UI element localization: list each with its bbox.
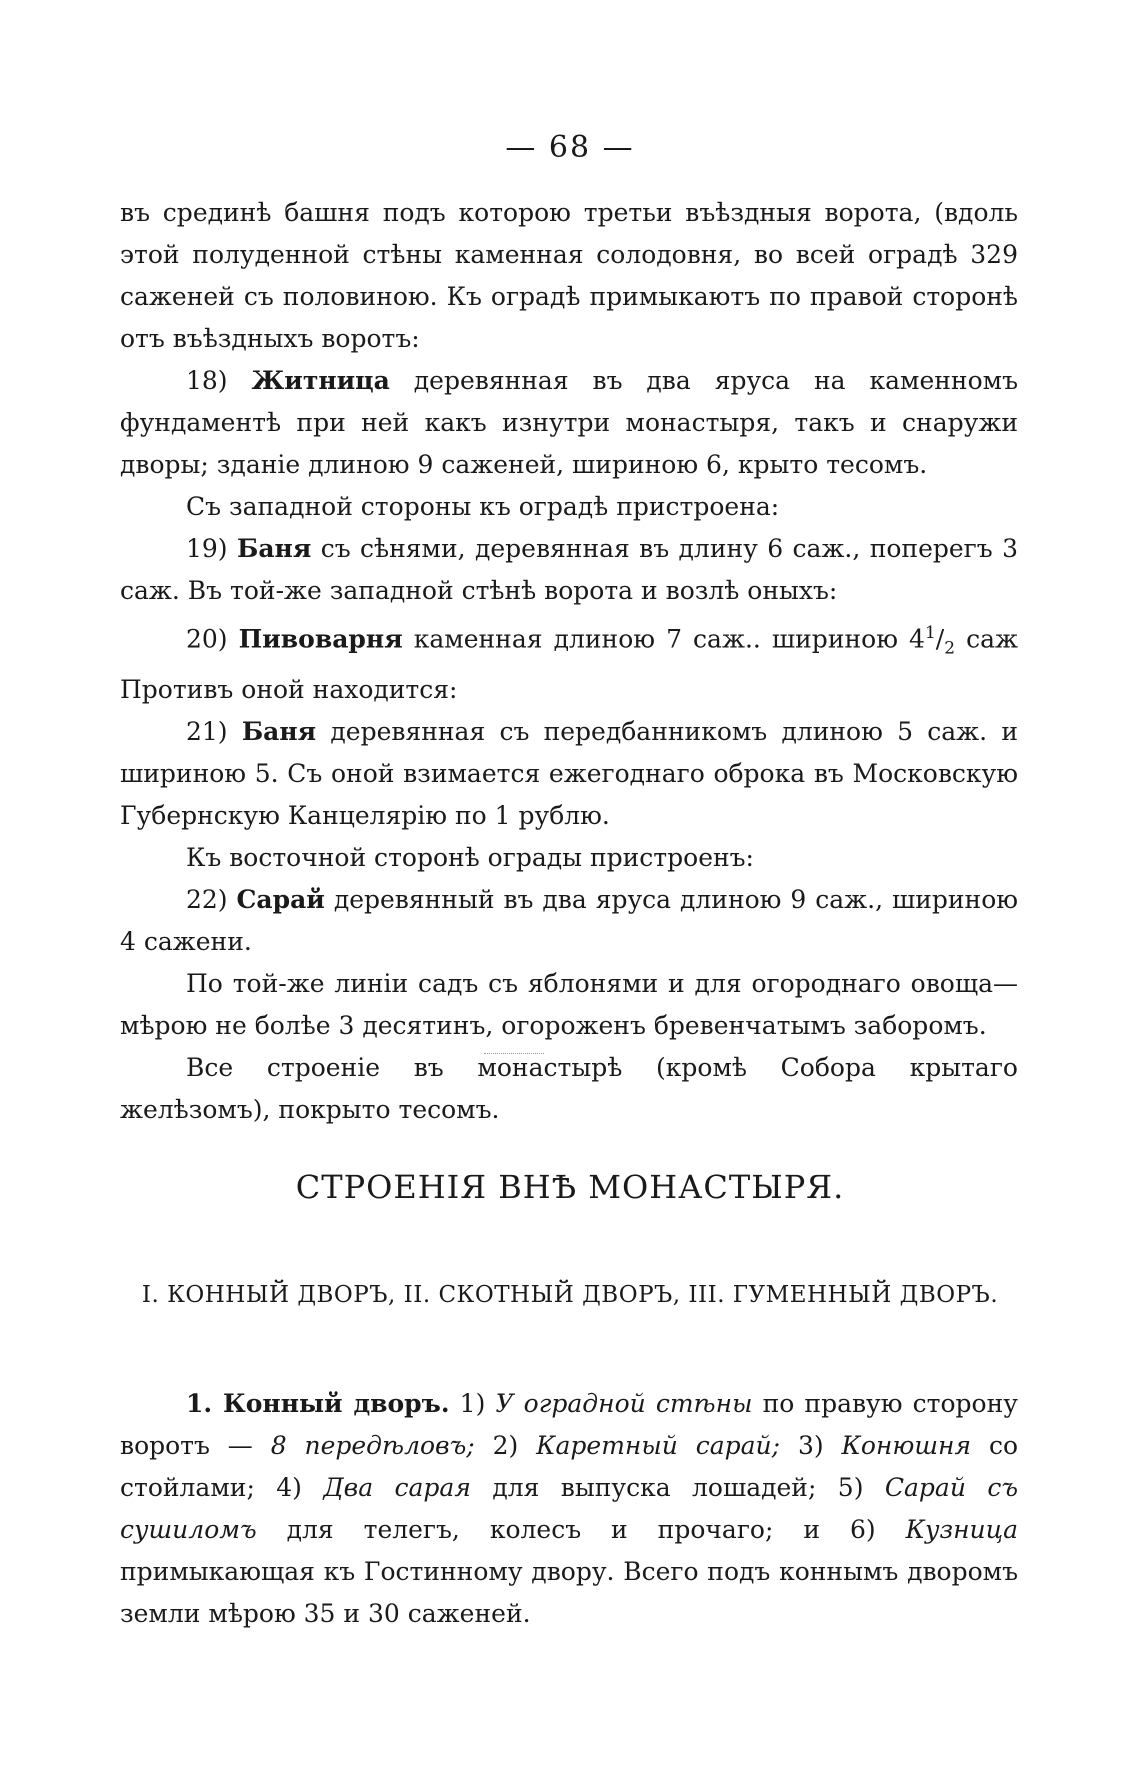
item-19-text: съ сѣнями, деревянная въ длину 6 саж., поперегъ 3 саж. Въ той-же западной стѣнѣ ворота и возлѣ оныхъ: <box>120 534 1018 605</box>
horse-yard-item-stable: Конюшня <box>841 1431 972 1460</box>
section-title: СТРОЕНІЯ ВНѢ МОНАСТЫРЯ. <box>295 1168 845 1206</box>
west-side-paragraph: Съ западной стороны къ оградѣ пристроена: <box>186 492 780 521</box>
item-20-name: Пивоварня <box>238 624 403 654</box>
east-side-paragraph: Къ восточной сторонѣ ограды пристроенъ: <box>186 843 754 873</box>
horse-yard-item-drying-shed: Сарай съ сушиломъ <box>120 1473 1018 1544</box>
horse-yard-text-2: со стойлами; 4) <box>120 1431 1019 1502</box>
horse-yard-title: 1. Конный дворъ. <box>186 1389 450 1418</box>
item-21-text: деревянная съ передбанникомъ длиною 5 саж. и шириною 5. Съ оной взимается ежегоднаго оброка въ Московскую Губернскую Канцелярію по 1 рублю. <box>120 717 1018 831</box>
item-20-fraction-denominator: 2 <box>944 638 956 659</box>
horse-yard-text-5: примыкающая къ Гостинному двору. Всего подъ коннымъ дворомъ земли мѣрою 35 и 30 саженей. <box>120 1557 1018 1628</box>
page-number: — 68 — <box>505 130 635 165</box>
item-22-number: 22) <box>186 885 228 915</box>
horse-yard-item-smithy: Кузница <box>905 1515 1019 1544</box>
item-20-text: каменная длиною 7 саж.. шириною 4 <box>413 624 925 654</box>
item-19-name: Баня <box>236 534 312 563</box>
item-22-paragraph <box>120 879 1018 963</box>
garden-paragraph: По той-же линіи садъ съ яблонями и для огороднаго овоща— мѣрою не болѣе 3 десятинъ, огороженъ бревенчатымъ заборомъ. <box>120 969 1018 1041</box>
roofing-paragraph: Все строеніе въ монастырѣ (кромѣ Собора крытаго желѣзомъ), покрыто тесомъ. <box>120 1053 1018 1125</box>
horse-yard-paragraph <box>120 1383 1018 1635</box>
item-20-text-after: саж Противъ оной находится: <box>120 624 1019 705</box>
intro-paragraph: въ срединѣ башня подъ которою третьи въѣздныя ворота, (вдоль этой полуденной стѣны каменная солодовня, во всей оградѣ 329 саженей съ половиною. Къ оградѣ примыкаютъ по правой сторонѣ отъ въѣздныхъ воротъ: <box>120 198 1018 353</box>
horse-yard-item-partitions: 8 передѣловъ; <box>270 1431 475 1460</box>
item-22-name: Сарай <box>236 885 325 915</box>
item-18-name: Житница <box>251 366 390 395</box>
horse-yard-text-3: для выпуска лошадей; 5) <box>492 1473 864 1502</box>
horse-yard-text <box>120 1383 1018 1635</box>
item-18-paragraph <box>120 360 1018 486</box>
horse-yard-item-carriage-shed: Каретный сарай; <box>536 1431 781 1460</box>
section-separator <box>484 1053 544 1054</box>
item-20-fraction-numerator: 1 <box>924 623 936 643</box>
main-text <box>120 192 1018 1131</box>
horse-yard-num-2: 2) <box>492 1431 519 1460</box>
item-18-number: 18) <box>186 366 228 395</box>
item-22-text: деревянный въ два яруса длиною 9 саж., шириною 4 сажени. <box>120 885 1019 957</box>
item-19-number: 19) <box>186 534 228 563</box>
item-18-text: деревянная въ два яруса на каменномъ фундаментѣ при ней какъ изнутри монастыря, такъ и снаружи дворы; зданіе длиною 9 саженей, шириною 6, крыто тесомъ. <box>120 366 1018 479</box>
item-20-number: 20) <box>186 624 228 654</box>
item-21-paragraph <box>120 711 1018 837</box>
horse-yard-item-wall: У оградной стѣны <box>495 1389 753 1418</box>
horse-yard-num-1: 1) <box>459 1389 486 1418</box>
horse-yard-item-two-sheds: Два сарая <box>323 1473 471 1502</box>
horse-yard-text-1: по правую сторону воротъ — <box>120 1389 1018 1460</box>
item-20-paragraph: 20) Пивоварня каменная длиною 7 саж.. шириною $4^1/_2$ саж Противъ оной находится: <box>120 623 1019 705</box>
item-19-paragraph <box>120 528 1018 612</box>
item-21-name: Баня <box>241 717 317 747</box>
horse-yard-num-3: 3) <box>797 1431 824 1460</box>
item-21-number: 21) <box>186 717 228 747</box>
horse-yard-text-4: для телегъ, колесъ и прочаго; и 6) <box>286 1515 876 1544</box>
section-subtitle: І. КОННЫЙ ДВОРЪ, II. СКОТНЫЙ ДВОРЪ, III. ГУМЕННЫЙ ДВОРЪ. <box>141 1282 999 1308</box>
